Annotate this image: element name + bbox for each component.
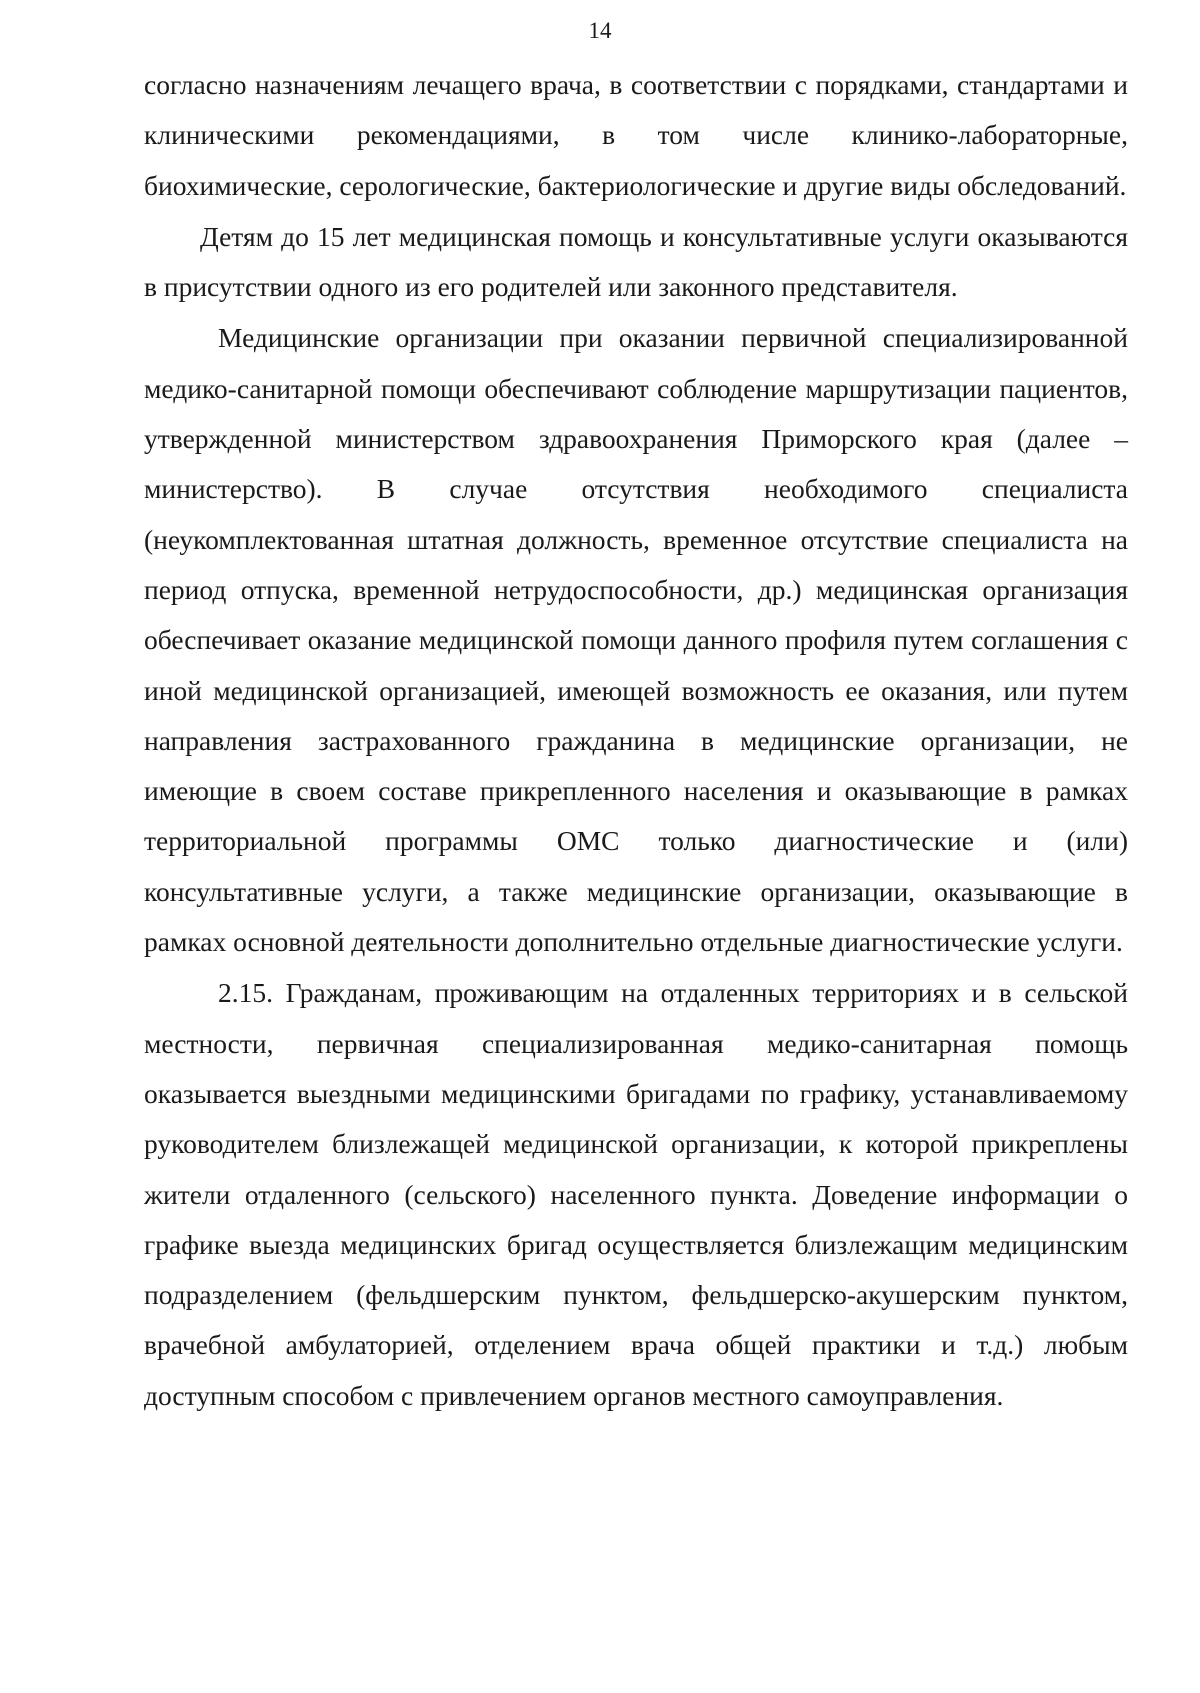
paragraph-continuation: согласно назначениям лечащего врача, в соответствии с порядками, стандартами и клиническими рекомендациями, в том числе клинико-лабораторные, биохимические, серологические, бактериологические и другие виды обследований. <box>144 69 1128 201</box>
page-number: 14 <box>588 18 612 43</box>
paragraph-medical-organizations-routing: Медицинские организации при оказании первичной специализированной медико-санитарной помощи обеспечивают соблюдение маршрутизации пациентов, утвержденной министерством здравоохранения Приморского края (далее – министерство). В случае отсутствия необходимого специалиста (неукомплектованная штатная должность, временное отсутствие специалиста на период отпуска, временной нетрудоспособности, др.) медицинская организация обеспечивает оказание медицинской помощи данного профиля путем соглашения с иной медицинской организацией, имеющей возможность ее оказания, или путем направления застрахованного гражданина в медицинские организации, не имеющие в своем составе прикрепленного населения и оказывающие в рамках территориальной программы ОМС только диагностические и (или) консультативные услуги, а также медицинские организации, оказывающие в рамках основной деятельности дополнительно отдельные диагностические услуги. <box>144 322 1128 958</box>
paragraph-section-2-15: 2.15. Гражданам, проживающим на отдаленных территориях и в сельской местности, первичная специализированная медико-санитарная помощь оказывается выездными медицинскими бригадами по графику, устанавливаемому руководителем близлежащей медицинской организации, к которой прикреплены жители отдаленного (сельского) населенного пункта. Доведение информации о графике выезда медицинских бригад осуществляется близлежащим медицинским подразделением (фельдшерским пунктом, фельдшерско-акушерским пунктом, врачебной амбулаторией, отделением врача общей практики и т.д.) любым доступным способом с привлечением органов местного самоуправления. <box>144 977 1128 1411</box>
paragraph-children-consultation: Детям до 15 лет медицинская помощь и консультативные услуги оказываются в присутствии одного из его родителей или законного представителя. <box>144 220 1128 303</box>
document-body <box>144 60 1128 1421</box>
